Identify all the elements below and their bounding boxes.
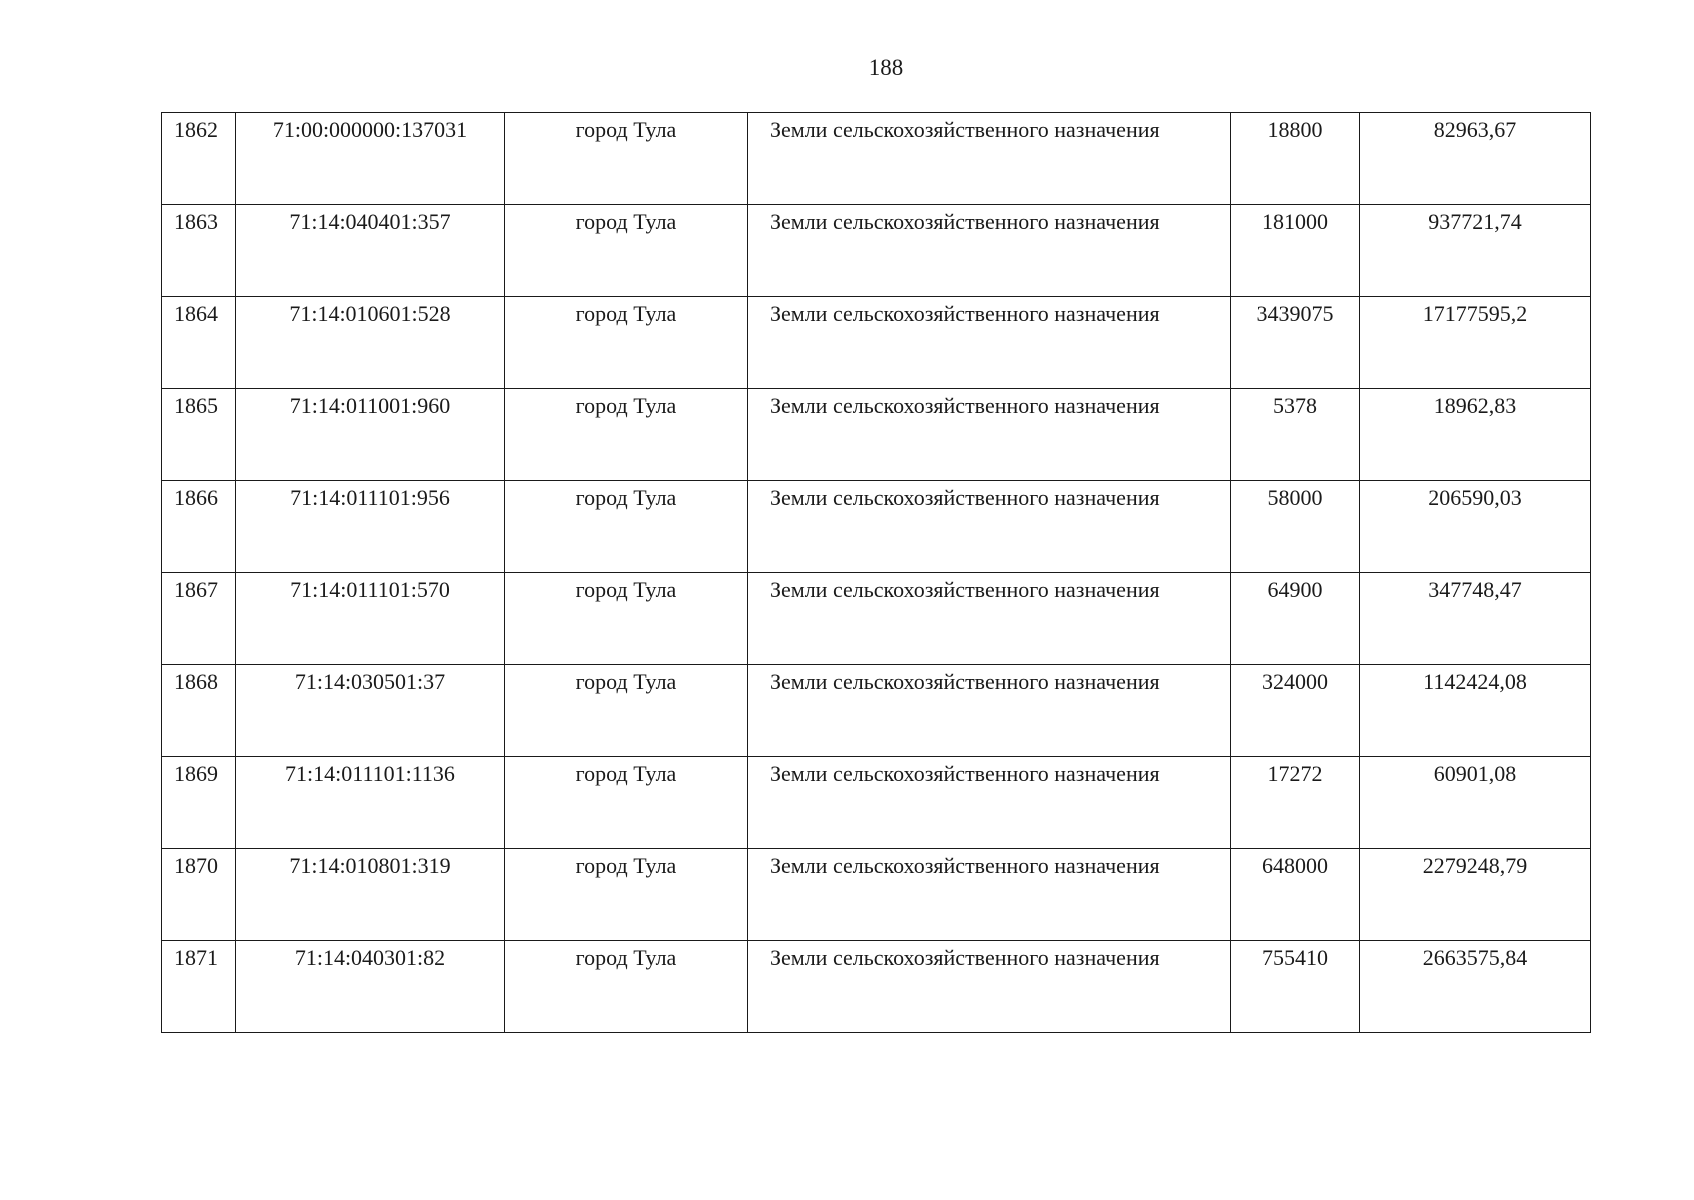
cadastral-number-cell: 71:14:011001:960 [236,389,505,481]
cadastral-value-cell: 17177595,2 [1360,297,1591,389]
area-cell: 755410 [1231,941,1360,1033]
area-cell: 648000 [1231,849,1360,941]
cadastral-number-cell: 71:00:000000:137031 [236,113,505,205]
location-cell: город Тула [505,205,748,297]
land-category-cell: Земли сельскохозяйственного назначения [748,389,1231,481]
location-cell: город Тула [505,849,748,941]
table-row [162,573,1591,665]
cadastral-value-cell: 82963,67 [1360,113,1591,205]
cadastral-value-cell: 206590,03 [1360,481,1591,573]
area-cell: 5378 [1231,389,1360,481]
location-cell: город Тула [505,389,748,481]
location-cell: город Тула [505,757,748,849]
area-cell: 58000 [1231,481,1360,573]
cadastral-number-cell: 71:14:011101:1136 [236,757,505,849]
row-number-cell: 1864 [162,297,236,389]
land-registry-table [161,112,1591,1033]
table-row [162,297,1591,389]
row-number-cell: 1863 [162,205,236,297]
table-row [162,481,1591,573]
land-category-cell: Земли сельскохозяйственного назначения [748,757,1231,849]
cadastral-number-cell: 71:14:040401:357 [236,205,505,297]
table-row [162,389,1591,481]
cadastral-number-cell: 71:14:030501:37 [236,665,505,757]
area-cell: 17272 [1231,757,1360,849]
cadastral-number-cell: 71:14:010601:528 [236,297,505,389]
area-cell: 18800 [1231,113,1360,205]
location-cell: город Тула [505,573,748,665]
cadastral-value-cell: 60901,08 [1360,757,1591,849]
table-row [162,849,1591,941]
table-row [162,941,1591,1033]
location-cell: город Тула [505,297,748,389]
row-number-cell: 1862 [162,113,236,205]
cadastral-value-cell: 1142424,08 [1360,665,1591,757]
page-number: 188 [868,55,904,80]
location-cell: город Тула [505,113,748,205]
cadastral-number-cell: 71:14:040301:82 [236,941,505,1033]
location-cell: город Тула [505,665,748,757]
row-number-cell: 1866 [162,481,236,573]
row-number-cell: 1869 [162,757,236,849]
table-row [162,205,1591,297]
cadastral-value-cell: 937721,74 [1360,205,1591,297]
cadastral-number-cell: 71:14:011101:570 [236,573,505,665]
table-row [162,665,1591,757]
row-number-cell: 1870 [162,849,236,941]
location-cell: город Тула [505,481,748,573]
row-number-cell: 1871 [162,941,236,1033]
land-category-cell: Земли сельскохозяйственного назначения [748,849,1231,941]
area-cell: 64900 [1231,573,1360,665]
land-category-cell: Земли сельскохозяйственного назначения [748,573,1231,665]
land-category-cell: Земли сельскохозяйственного назначения [748,297,1231,389]
land-category-cell: Земли сельскохозяйственного назначения [748,205,1231,297]
table-row [162,113,1591,205]
area-cell: 181000 [1231,205,1360,297]
table-row [162,757,1591,849]
row-number-cell: 1868 [162,665,236,757]
row-number-cell: 1867 [162,573,236,665]
land-category-cell: Земли сельскохозяйственного назначения [748,481,1231,573]
cadastral-number-cell: 71:14:011101:956 [236,481,505,573]
area-cell: 324000 [1231,665,1360,757]
table-body [162,113,1591,1033]
cadastral-value-cell: 2279248,79 [1360,849,1591,941]
land-category-cell: Земли сельскохозяйственного назначения [748,941,1231,1033]
cadastral-value-cell: 2663575,84 [1360,941,1591,1033]
row-number-cell: 1865 [162,389,236,481]
cadastral-value-cell: 347748,47 [1360,573,1591,665]
cadastral-number-cell: 71:14:010801:319 [236,849,505,941]
land-category-cell: Земли сельскохозяйственного назначения [748,113,1231,205]
land-category-cell: Земли сельскохозяйственного назначения [748,665,1231,757]
area-cell: 3439075 [1231,297,1360,389]
cadastral-value-cell: 18962,83 [1360,389,1591,481]
location-cell: город Тула [505,941,748,1033]
